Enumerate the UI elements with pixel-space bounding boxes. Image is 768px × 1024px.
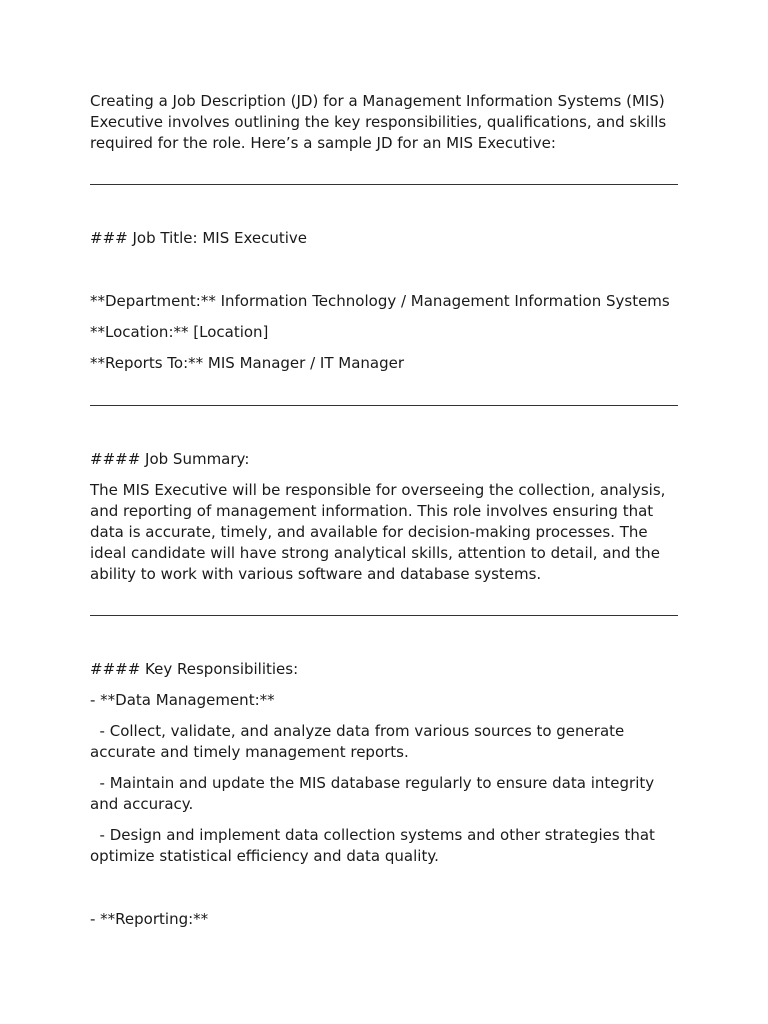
divider-3 [90,615,678,616]
summary-body: The MIS Executive will be responsible for overseeing the collection, analysis, and reporting of management information. This role involves ensuring that data is accurate, timely, and available for decision-making processes. The ideal candidate will have strong analytical skills, attention to detail, and the ability to work with various software and database systems. [90,481,671,583]
job-title-heading: ### Job Title: MIS Executive [90,229,308,247]
summary-heading: #### Job Summary: [90,450,250,468]
divider-2 [90,405,678,406]
document-page [90,91,678,930]
intro-paragraph: Creating a Job Description (JD) for a Management Information Systems (MIS) Executive involves outlining the key responsibilities, qualifications, and skills required for the role. Here’s a sample JD for an MIS Executive: [90,92,671,152]
reports-to-line: **Reports To:** MIS Manager / IT Manager [90,354,405,372]
data-management-label: - **Data Management:** [90,691,275,709]
responsibility-item: - Maintain and update the MIS database regularly to ensure data integrity and accuracy. [90,774,659,813]
department-line: **Department:** Information Technology / Management Information Systems [90,292,670,310]
responsibility-item: - Collect, validate, and analyze data from various sources to generate accurate and timely management reports. [90,722,630,761]
divider-1 [90,184,678,185]
responsibility-item: - Design and implement data collection systems and other strategies that optimize statistical efficiency and data quality. [90,826,660,865]
location-line: **Location:** [Location] [90,323,269,341]
responsibilities-heading: #### Key Responsibilities: [90,660,299,678]
reporting-label: - **Reporting:** [90,910,209,928]
